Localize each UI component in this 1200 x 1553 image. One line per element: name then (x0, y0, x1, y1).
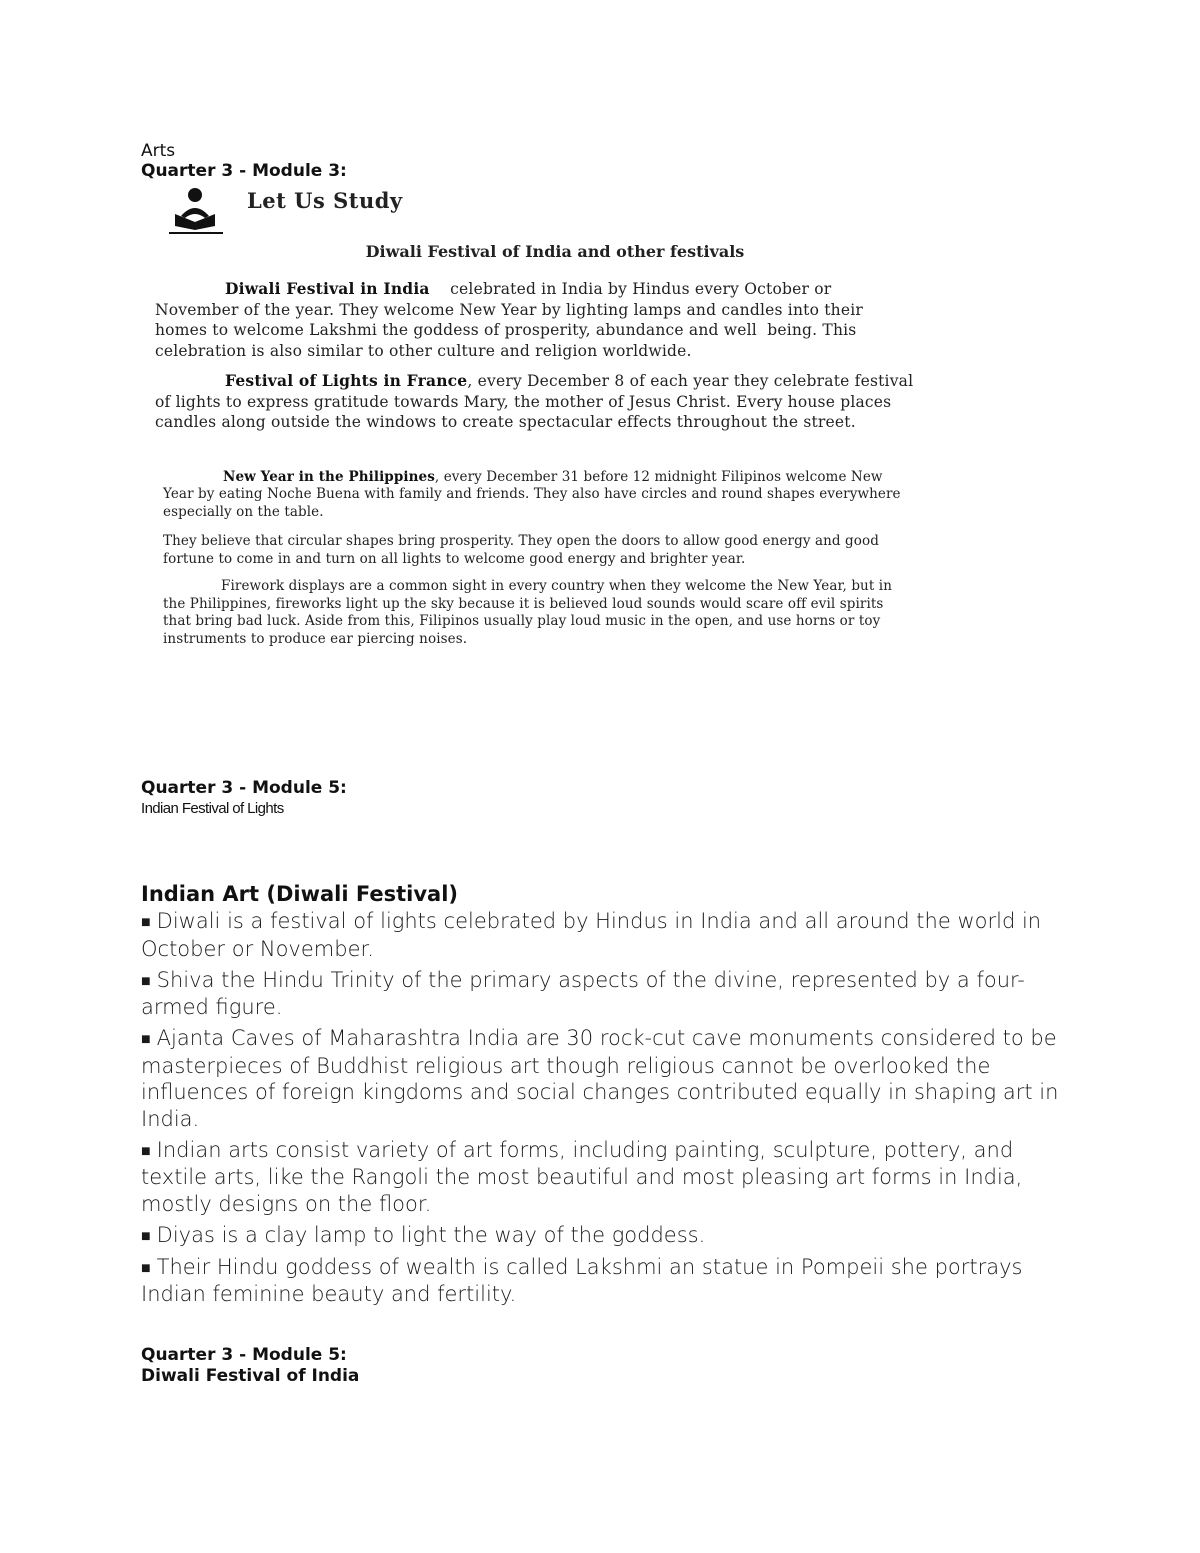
indian-art-section (141, 880, 1061, 1312)
paragraph-philippines-text: , every December 31 before 12 midnight Filipinos welcome New Year by eating Noche Buena with family and friends. They also have circles and round shapes everywhere especially on the table. (163, 468, 901, 520)
section-label: Let Us Study (247, 188, 403, 213)
module-5b-subtitle: Diwali Festival of India (141, 1366, 360, 1386)
square-bullet-icon: ■ (141, 1029, 151, 1048)
square-bullet-icon: ■ (141, 1257, 151, 1277)
paragraph-circles: They believe that circular shapes bring prosperity. They open the doors to allow good energy and good fortune to come in and turn on all lights to welcome good energy and brighter year. (163, 533, 879, 567)
paragraph-france (155, 371, 915, 433)
subject-title: Arts (141, 141, 176, 161)
paragraph-philippines (163, 469, 915, 522)
module-5b-heading: Quarter 3 - Module 5: (141, 1345, 347, 1365)
paragraph-diwali (155, 279, 915, 361)
paragraph-france-text: , every December 8 of each year they celebrate festival of lights to express gratitude towards Mary, the mother of Jesus Christ. Every house places candles along outside the windows to create spectacular effects throughout the street. (155, 372, 914, 431)
paragraph-france-lead: Festival of Lights in France (225, 371, 468, 390)
module-5-heading: Quarter 3 - Module 5: (141, 778, 347, 798)
module-3-scan (155, 186, 915, 648)
reading-person-icon (161, 186, 225, 236)
module-5-subtitle: Indian Festival of Lights (141, 800, 284, 817)
module-5-lights (141, 778, 347, 820)
list-item (141, 1137, 1061, 1218)
paragraph-philippines-lead: New Year in the Philippines (223, 468, 435, 485)
list-item-text: Indian arts consist variety of art forms, including painting, sculpture, pottery, and textile arts, like the Rangoli the most beautiful and most pleasing art forms in India, mostly designs on the floor. (141, 1137, 1023, 1216)
let-us-study-banner (155, 186, 915, 238)
list-item-text: Ajanta Caves of Maharashtra India are 30 rock-cut cave monuments considered to be masterpieces of Buddhist religious art though religious cannot be overlooked the influences of foreign kingdoms and social changes contributed equally in shaping art in India. (141, 1026, 1059, 1131)
square-bullet-icon: ■ (141, 970, 151, 990)
list-item (141, 1254, 1061, 1308)
list-item (141, 967, 1061, 1021)
list-item-text: Diyas is a clay lamp to light the way of the goddess. (156, 1222, 706, 1247)
list-item (141, 908, 1061, 962)
paragraph-diwali-lead: Diwali Festival in India (225, 279, 430, 298)
module-heading: Quarter 3 - Module 3: (141, 161, 347, 181)
square-bullet-icon: ■ (141, 1140, 151, 1160)
square-bullet-icon: ■ (141, 912, 151, 931)
list-item-text: Diwali is a festival of lights celebrated by Hindus in India and all around the world in October or November. (141, 909, 1042, 961)
list-item-text: Their Hindu goddess of wealth is called Lakshmi an statue in Pompeii she portrays Indian feminine beauty and fertility. (141, 1254, 1023, 1306)
paragraph-diwali-text: celebrated in India by Hindus every October or November of the year. They welcome New Year by lighting lamps and candles into their homes to welcome Lakshmi the goddess of prosperity, abundance and well being. This celebration is also similar to other culture and religion worldwide. (155, 280, 869, 360)
square-bullet-icon: ■ (141, 1225, 151, 1245)
list-item (141, 1025, 1061, 1132)
list-item-text: Shiva the Hindu Trinity of the primary aspects of the divine, represented by a four-armed figure. (141, 967, 1025, 1019)
indian-art-title: Indian Art (Diwali Festival) (141, 882, 459, 906)
scan-title: Diwali Festival of India and other festivals (365, 242, 745, 261)
list-item (141, 1222, 1061, 1250)
indian-art-list (141, 908, 1061, 1308)
document-header (141, 141, 347, 181)
paragraph-fireworks: Firework displays are a common sight in every country when they welcome the New Year, but in the Philippines, fireworks light up the sky because it is believed loud sounds would scare off evil spirits that bring bad luck. Aside from this, Filipinos usually play loud music in the open, and use horns or toy instruments to produce ear piercing noises. (163, 578, 892, 647)
module-5-diwali (141, 1345, 359, 1387)
